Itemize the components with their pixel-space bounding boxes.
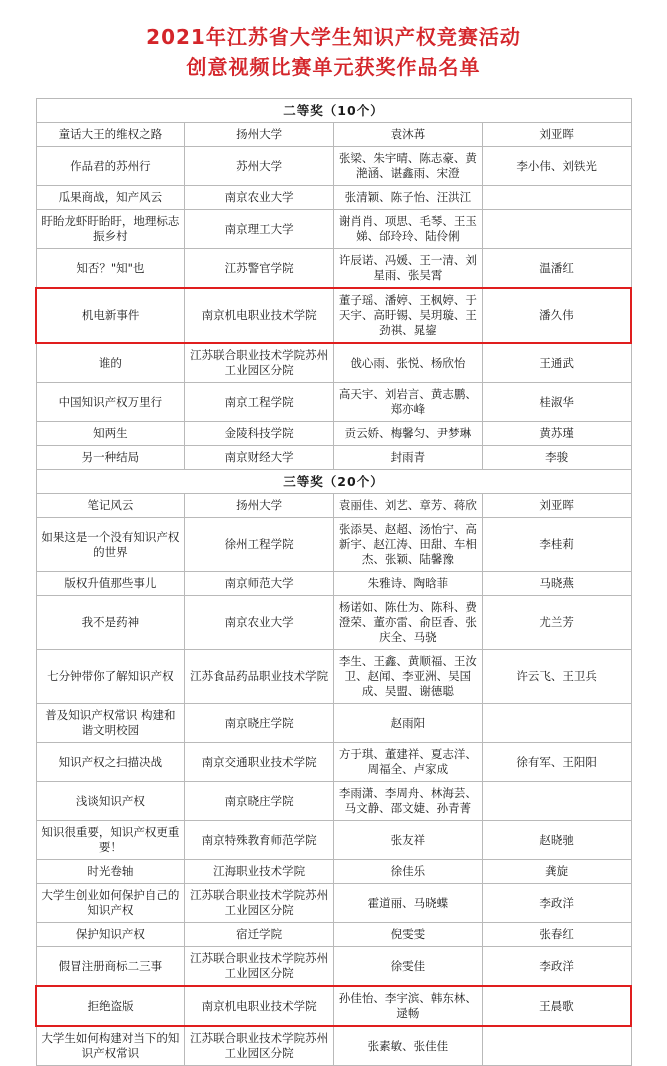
work-title: 瓜果商战，知产风云 xyxy=(36,186,185,210)
school-name: 南京交通职业技术学院 xyxy=(185,743,334,782)
work-title: 假冒注册商标二三事 xyxy=(36,947,185,987)
work-title: 版权升值那些事儿 xyxy=(36,572,185,596)
member-names: 李生、王鑫、黄顺福、王汝卫、赵闻、李亚洲、吴国成、吴盟、谢德聪 xyxy=(334,650,483,704)
work-title: 大学生如何构建对当下的知识产权常识 xyxy=(36,1026,185,1066)
school-name: 宿迁学院 xyxy=(185,923,334,947)
table-row xyxy=(36,210,631,249)
table-row xyxy=(36,383,631,422)
school-name: 江苏联合职业技术学院苏州工业园区分院 xyxy=(185,343,334,383)
table-row xyxy=(36,446,631,470)
table-row xyxy=(36,947,631,987)
member-names: 徐雯佳 xyxy=(334,947,483,987)
member-names: 袁沐苒 xyxy=(334,123,483,147)
work-title: 我不是药神 xyxy=(36,596,185,650)
advisor-name: 王晨歌 xyxy=(482,986,631,1026)
advisor-name: 潘久伟 xyxy=(482,288,631,343)
work-title: 保护知识产权 xyxy=(36,923,185,947)
school-name: 南京农业大学 xyxy=(185,596,334,650)
work-title: 大学生创业如何保护自己的知识产权 xyxy=(36,884,185,923)
school-name: 江苏联合职业技术学院苏州工业园区分院 xyxy=(185,1026,334,1066)
member-names: 高天宇、刘岩言、黄志鹏、郑亦峰 xyxy=(334,383,483,422)
table-row xyxy=(36,884,631,923)
document-title xyxy=(0,0,667,92)
member-names: 方于琪、董建祥、夏志洋、周福全、卢家成 xyxy=(334,743,483,782)
title-line-1: 2021年江苏省大学生知识产权竞赛活动 xyxy=(146,25,521,49)
work-title: 机电新事件 xyxy=(36,288,185,343)
advisor-name xyxy=(482,210,631,249)
school-name: 徐州工程学院 xyxy=(185,518,334,572)
table-row xyxy=(36,923,631,947)
work-title: 知两生 xyxy=(36,422,185,446)
work-title: 如果这是一个没有知识产权的世界 xyxy=(36,518,185,572)
advisor-name: 李政洋 xyxy=(482,884,631,923)
member-names: 张清颖、陈子怡、汪洪江 xyxy=(334,186,483,210)
advisor-name xyxy=(482,186,631,210)
table-row xyxy=(36,704,631,743)
member-names: 徐佳乐 xyxy=(334,860,483,884)
advisor-name: 李桂莉 xyxy=(482,518,631,572)
member-names: 张友祥 xyxy=(334,821,483,860)
member-names: 霍道丽、马晓蝶 xyxy=(334,884,483,923)
advisor-name: 张春红 xyxy=(482,923,631,947)
advisor-name: 李政洋 xyxy=(482,947,631,987)
school-name: 江苏食品药品职业技术学院 xyxy=(185,650,334,704)
member-names: 杨诺如、陈仕为、陈科、费澄荣、董亦雷、俞臣香、张庆全、马骁 xyxy=(334,596,483,650)
advisor-name: 王通武 xyxy=(482,343,631,383)
section-heading-second-prize: 二等奖（10个） xyxy=(36,99,631,123)
advisor-name xyxy=(482,704,631,743)
school-name: 江苏警官学院 xyxy=(185,249,334,289)
member-names: 封雨青 xyxy=(334,446,483,470)
table-row xyxy=(36,743,631,782)
table-row xyxy=(36,782,631,821)
advisor-name: 李骏 xyxy=(482,446,631,470)
school-name: 南京晓庄学院 xyxy=(185,782,334,821)
school-name: 南京特殊教育师范学院 xyxy=(185,821,334,860)
award-list-table xyxy=(35,98,632,1066)
member-names: 许辰诺、冯媛、王一清、刘星雨、张吴霄 xyxy=(334,249,483,289)
advisor-name: 温潘红 xyxy=(482,249,631,289)
work-title: 笔记风云 xyxy=(36,494,185,518)
school-name: 江海职业技术学院 xyxy=(185,860,334,884)
title-line-2: 创意视频比赛单元获奖作品名单 xyxy=(186,55,481,79)
work-title: 童话大王的维权之路 xyxy=(36,123,185,147)
section-header-row xyxy=(36,99,631,123)
table-row xyxy=(36,123,631,147)
table-row xyxy=(36,821,631,860)
table-row xyxy=(36,1026,631,1066)
work-title: 知否？"知"也 xyxy=(36,249,185,289)
school-name: 扬州大学 xyxy=(185,123,334,147)
advisor-name: 刘亚晖 xyxy=(482,494,631,518)
member-names: 谢肖肖、项思、毛琴、王玉娣、邰玲玲、陆伶俐 xyxy=(334,210,483,249)
member-names: 贡云娇、梅馨匀、尹梦琳 xyxy=(334,422,483,446)
member-names: 李雨潇、李周舟、林海芸、马文静、邵文婕、孙青菁 xyxy=(334,782,483,821)
school-name: 扬州大学 xyxy=(185,494,334,518)
table-row xyxy=(36,650,631,704)
advisor-name: 黄苏瑾 xyxy=(482,422,631,446)
school-name: 南京农业大学 xyxy=(185,186,334,210)
work-title: 七分钟带你了解知识产权 xyxy=(36,650,185,704)
work-title: 知识产权之扫描决战 xyxy=(36,743,185,782)
member-names: 张添昊、赵超、汤怡宁、高新宇、赵江涛、田甜、车相杰、张颖、陆馨豫 xyxy=(334,518,483,572)
member-names: 赵雨阳 xyxy=(334,704,483,743)
work-title: 谁的 xyxy=(36,343,185,383)
table-row xyxy=(36,518,631,572)
table-row xyxy=(36,494,631,518)
table-row xyxy=(36,147,631,186)
member-names: 袁丽佳、刘艺、章芳、蒋欣 xyxy=(334,494,483,518)
school-name: 南京财经大学 xyxy=(185,446,334,470)
work-title: 另一种结局 xyxy=(36,446,185,470)
member-names: 张素敏、张佳佳 xyxy=(334,1026,483,1066)
table-row-highlighted xyxy=(36,986,631,1026)
section-heading-third-prize: 三等奖（20个） xyxy=(36,470,631,494)
school-name: 江苏联合职业技术学院苏州工业园区分院 xyxy=(185,947,334,987)
table-row xyxy=(36,186,631,210)
advisor-name: 龚旋 xyxy=(482,860,631,884)
school-name: 南京工程学院 xyxy=(185,383,334,422)
school-name: 南京晓庄学院 xyxy=(185,704,334,743)
table-row xyxy=(36,343,631,383)
advisor-name: 尤兰芳 xyxy=(482,596,631,650)
work-title: 作品君的苏州行 xyxy=(36,147,185,186)
school-name: 南京机电职业技术学院 xyxy=(185,288,334,343)
work-title: 时光卷轴 xyxy=(36,860,185,884)
advisor-name: 赵晓驰 xyxy=(482,821,631,860)
advisor-name: 刘亚晖 xyxy=(482,123,631,147)
school-name: 苏州大学 xyxy=(185,147,334,186)
member-names: 戗心雨、张悦、杨欣怡 xyxy=(334,343,483,383)
advisor-name xyxy=(482,1026,631,1066)
member-names: 董子瑶、潘婷、王枫婷、于天宇、高盱锡、吴玥璇、王劲祺、晁鋆 xyxy=(334,288,483,343)
advisor-name: 徐有军、王阳阳 xyxy=(482,743,631,782)
school-name: 南京师范大学 xyxy=(185,572,334,596)
advisor-name: 马晓燕 xyxy=(482,572,631,596)
work-title: 盱眙龙虾盱眙盱，地理标志振乡村 xyxy=(36,210,185,249)
table-row-highlighted xyxy=(36,288,631,343)
school-name: 南京机电职业技术学院 xyxy=(185,986,334,1026)
work-title: 浅谈知识产权 xyxy=(36,782,185,821)
table-row xyxy=(36,572,631,596)
table-row xyxy=(36,596,631,650)
table-row xyxy=(36,422,631,446)
member-names: 倪雯雯 xyxy=(334,923,483,947)
work-title: 普及知识产权常识 构建和谐文明校园 xyxy=(36,704,185,743)
member-names: 张梁、朱宇晴、陈志豪、黄滟涵、谌鑫雨、宋澄 xyxy=(334,147,483,186)
work-title: 中国知识产权万里行 xyxy=(36,383,185,422)
member-names: 朱雅诗、陶晗菲 xyxy=(334,572,483,596)
table-row xyxy=(36,860,631,884)
work-title: 知识很重要，知识产权更重要！ xyxy=(36,821,185,860)
advisor-name: 许云飞、王卫兵 xyxy=(482,650,631,704)
school-name: 江苏联合职业技术学院苏州工业园区分院 xyxy=(185,884,334,923)
table-row xyxy=(36,249,631,289)
advisor-name: 桂淑华 xyxy=(482,383,631,422)
work-title: 拒绝盗版 xyxy=(36,986,185,1026)
advisor-name xyxy=(482,782,631,821)
school-name: 金陵科技学院 xyxy=(185,422,334,446)
section-header-row xyxy=(36,470,631,494)
member-names: 孙佳怡、李宇滨、韩东林、逯畅 xyxy=(334,986,483,1026)
school-name: 南京理工大学 xyxy=(185,210,334,249)
advisor-name: 李小伟、刘铁光 xyxy=(482,147,631,186)
table-body xyxy=(36,99,631,1066)
